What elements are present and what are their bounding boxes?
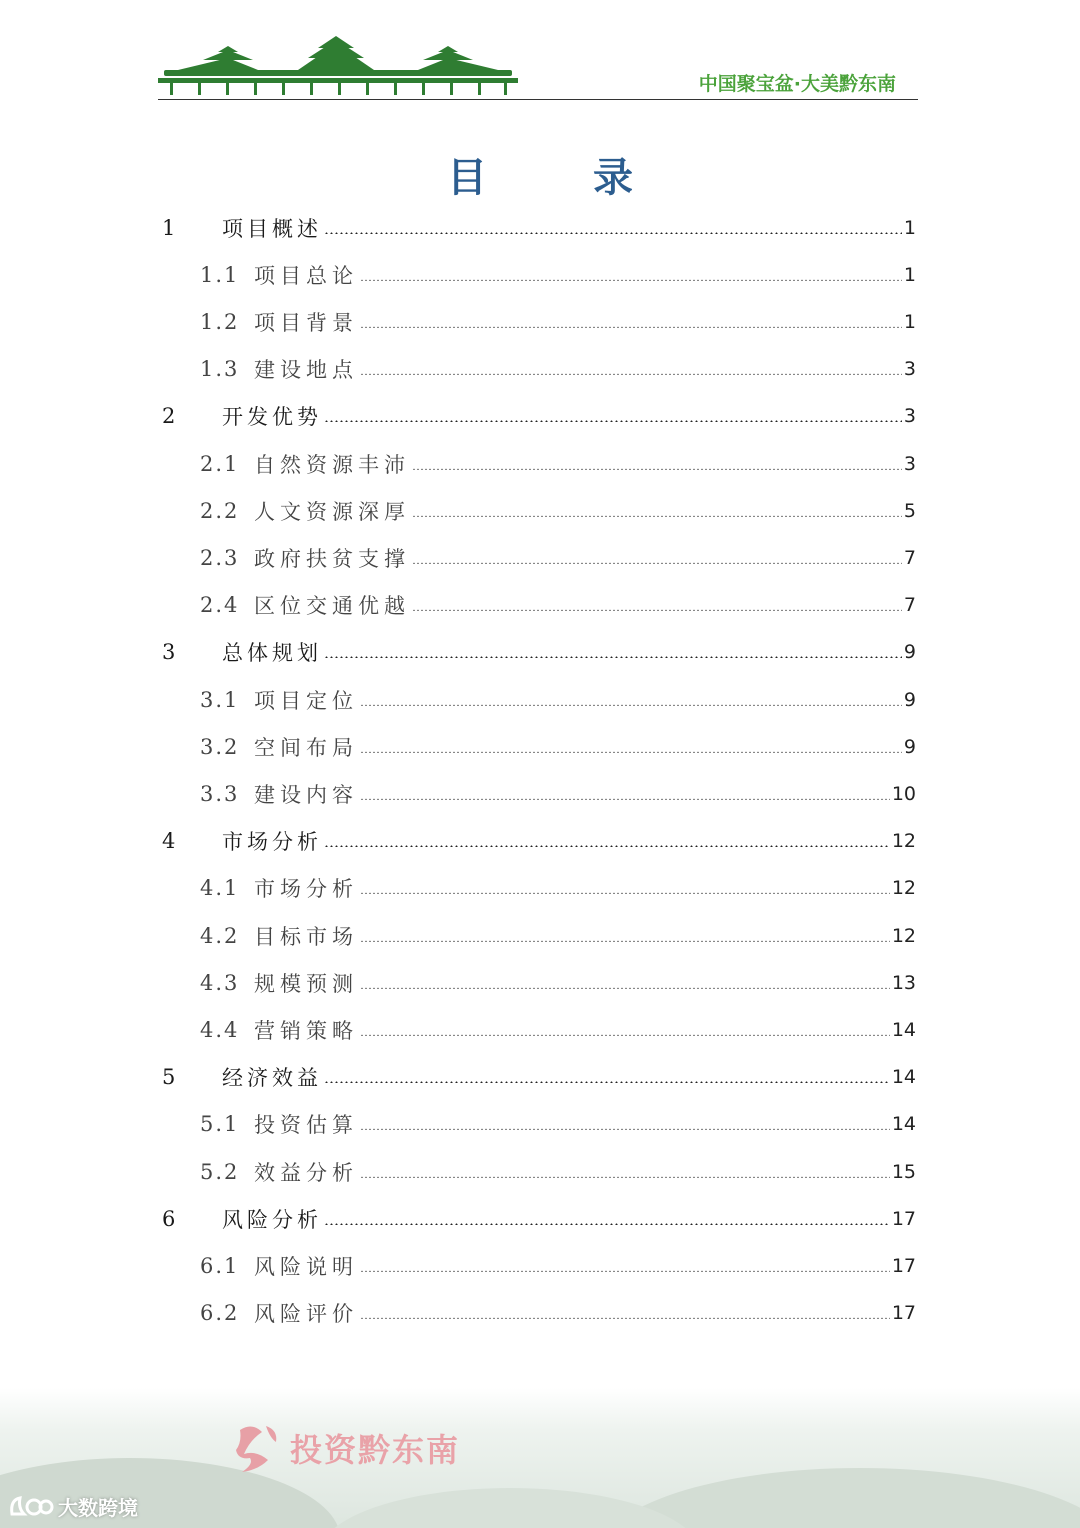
page-title: 目 录 <box>447 155 679 201</box>
toc-entry-number: 4.1 <box>200 876 240 901</box>
toc-dot-leader <box>360 1270 890 1272</box>
toc-entry-number: 3.3 <box>200 781 240 806</box>
footer-logo-text: 投资黔东南 <box>290 1431 461 1469</box>
toc-dot-leader <box>324 232 902 234</box>
toc-dot-leader <box>360 1176 890 1178</box>
toc-dot-leader <box>360 798 890 800</box>
toc-chapter-entry[interactable] <box>162 204 916 251</box>
toc-section-entry[interactable] <box>200 1290 916 1337</box>
header-slogan: 中国聚宝盆·大美黔东南 <box>698 73 896 95</box>
toc-section-entry[interactable] <box>200 582 916 629</box>
toc-page-number: 12 <box>891 924 916 947</box>
toc-dot-leader <box>324 845 890 847</box>
toc-page-number: 7 <box>903 594 916 617</box>
toc-page-number: 1 <box>903 263 916 286</box>
toc-page-number: 1 <box>903 310 916 333</box>
toc-entry-number: 4.3 <box>200 970 240 995</box>
toc-section-entry[interactable] <box>200 298 916 345</box>
toc-entry-title: 目标市场 <box>254 924 358 949</box>
footer-logo <box>232 1418 460 1478</box>
toc-page-number: 13 <box>891 971 916 994</box>
toc-entry-title: 项目背景 <box>254 310 358 335</box>
toc-section-entry[interactable] <box>200 865 916 912</box>
toc-entry-title: 区位交通优越 <box>254 594 410 619</box>
toc-page-number: 9 <box>903 641 916 664</box>
toc-page-number: 14 <box>891 1113 916 1136</box>
toc-page-number: 12 <box>891 877 916 900</box>
toc-dot-leader <box>324 1081 890 1083</box>
toc-entry-number: 5 <box>162 1065 176 1090</box>
toc-entry-title: 风险评价 <box>254 1302 358 1327</box>
footer-landscape <box>0 1388 1080 1528</box>
toc-entry-number: 4 <box>162 829 176 854</box>
toc-entry-number: 6.1 <box>200 1253 240 1278</box>
toc-section-entry[interactable] <box>200 723 916 770</box>
toc-chapter-entry[interactable] <box>162 1195 916 1242</box>
toc-entry-number: 1 <box>162 215 176 240</box>
toc-section-entry[interactable] <box>200 912 916 959</box>
toc-dot-leader <box>324 1223 890 1225</box>
toc-entry-number: 2.2 <box>200 498 240 523</box>
toc-entry-title: 空间布局 <box>254 735 358 760</box>
toc-chapter-entry[interactable] <box>162 1054 916 1101</box>
toc-page-number: 15 <box>891 1160 916 1183</box>
toc-page-number: 1 <box>903 216 916 239</box>
toc-page-number: 14 <box>891 1066 916 1089</box>
toc-entry-title: 规模预测 <box>254 971 358 996</box>
toc-entry-number: 1.2 <box>200 309 240 334</box>
toc-section-entry[interactable] <box>200 1148 916 1195</box>
watermark <box>8 1492 138 1521</box>
toc-entry-title: 营销策略 <box>254 1018 358 1043</box>
toc-dot-leader <box>324 420 902 422</box>
toc-entry-title: 人文资源深厚 <box>254 499 410 524</box>
toc-entry-title: 建设内容 <box>254 782 358 807</box>
toc-entry-title: 政府扶贫支撑 <box>254 546 410 571</box>
toc-dot-leader <box>360 704 902 706</box>
toc-entry-title: 市场分析 <box>222 830 322 855</box>
toc-chapter-entry[interactable] <box>162 629 916 676</box>
toc-entry-number: 4.4 <box>200 1017 240 1042</box>
toc-entry-title: 开发优势 <box>222 405 322 430</box>
toc-entry-title: 投资估算 <box>254 1113 358 1138</box>
toc-section-entry[interactable] <box>200 534 916 581</box>
toc-entry-title: 项目定位 <box>254 688 358 713</box>
toc-dot-leader <box>360 940 890 942</box>
toc-dot-leader <box>360 279 902 281</box>
watermark-text: 大数跨境 <box>58 1496 138 1520</box>
toc-entry-title: 经济效益 <box>222 1066 322 1091</box>
toc-entry-number: 3 <box>162 640 176 665</box>
toc-entry-title: 建设地点 <box>254 358 358 383</box>
toc-section-entry[interactable] <box>200 1242 916 1289</box>
toc-entry-number: 1.3 <box>200 357 240 382</box>
toc-dot-leader <box>360 1317 890 1319</box>
toc-dot-leader <box>360 751 902 753</box>
toc-dot-leader <box>360 373 902 375</box>
toc-entry-title: 市场分析 <box>254 877 358 902</box>
toc-entry-number: 2 <box>162 404 176 429</box>
toc-entry-number: 5.2 <box>200 1159 240 1184</box>
header-divider <box>158 99 918 100</box>
toc-entry-title: 风险分析 <box>222 1207 322 1232</box>
pavilion-logo-icon <box>158 36 518 98</box>
toc-section-entry[interactable] <box>200 676 916 723</box>
toc-entry-title: 项目总论 <box>254 263 358 288</box>
toc-entry-number: 3.1 <box>200 687 240 712</box>
toc-page-number: 10 <box>891 782 916 805</box>
toc-dot-leader <box>412 515 902 517</box>
toc-entry-number: 4.2 <box>200 923 240 948</box>
toc-dot-leader <box>360 1034 890 1036</box>
toc-section-entry[interactable] <box>200 251 916 298</box>
toc-page-number: 17 <box>891 1207 916 1230</box>
toc-dot-leader <box>412 468 902 470</box>
brand-icon <box>8 1494 54 1520</box>
toc-page-number: 17 <box>891 1302 916 1325</box>
toc-entry-number: 6 <box>162 1206 176 1231</box>
toc-entry-number: 3.2 <box>200 734 240 759</box>
toc-section-entry[interactable] <box>200 440 916 487</box>
toc-page-number: 9 <box>903 688 916 711</box>
toc-page-number: 3 <box>903 405 916 428</box>
toc-entry-title: 风险说明 <box>254 1254 358 1279</box>
toc-dot-leader <box>360 987 890 989</box>
toc-section-entry[interactable] <box>200 487 916 534</box>
toc-page-number: 7 <box>903 546 916 569</box>
toc-page-number: 14 <box>891 1018 916 1041</box>
toc-dot-leader <box>412 609 902 611</box>
toc-chapter-entry[interactable] <box>162 818 916 865</box>
toc-entry-number: 2.4 <box>200 593 240 618</box>
toc-page-number: 3 <box>903 358 916 381</box>
calligraphy-logo-icon <box>232 1420 284 1476</box>
toc-entry-number: 5.1 <box>200 1112 240 1137</box>
toc-entry-number: 2.1 <box>200 451 240 476</box>
toc-dot-leader <box>360 892 890 894</box>
toc-section-entry[interactable] <box>200 1006 916 1053</box>
toc-entry-title: 效益分析 <box>254 1160 358 1185</box>
toc-chapter-entry[interactable] <box>162 393 916 440</box>
toc-entry-number: 6.2 <box>200 1301 240 1326</box>
toc-entry-number: 2.3 <box>200 545 240 570</box>
toc-page-number: 9 <box>903 735 916 758</box>
toc-page-number: 12 <box>891 830 916 853</box>
toc-entry-number: 1.1 <box>200 262 240 287</box>
toc-section-entry[interactable] <box>200 346 916 393</box>
toc-dot-leader <box>324 656 902 658</box>
toc-dot-leader <box>360 326 902 328</box>
toc-section-entry[interactable] <box>200 770 916 817</box>
toc-entry-title: 总体规划 <box>222 641 322 666</box>
toc-section-entry[interactable] <box>200 959 916 1006</box>
toc-entry-title: 项目概述 <box>222 216 322 241</box>
toc-page-number: 3 <box>903 452 916 475</box>
toc-page-number: 5 <box>903 499 916 522</box>
toc-entry-title: 自然资源丰沛 <box>254 452 410 477</box>
toc-dot-leader <box>412 562 902 564</box>
page-header <box>158 36 918 100</box>
toc-dot-leader <box>360 1128 890 1130</box>
toc-section-entry[interactable] <box>200 1101 916 1148</box>
toc-page-number: 17 <box>891 1254 916 1277</box>
